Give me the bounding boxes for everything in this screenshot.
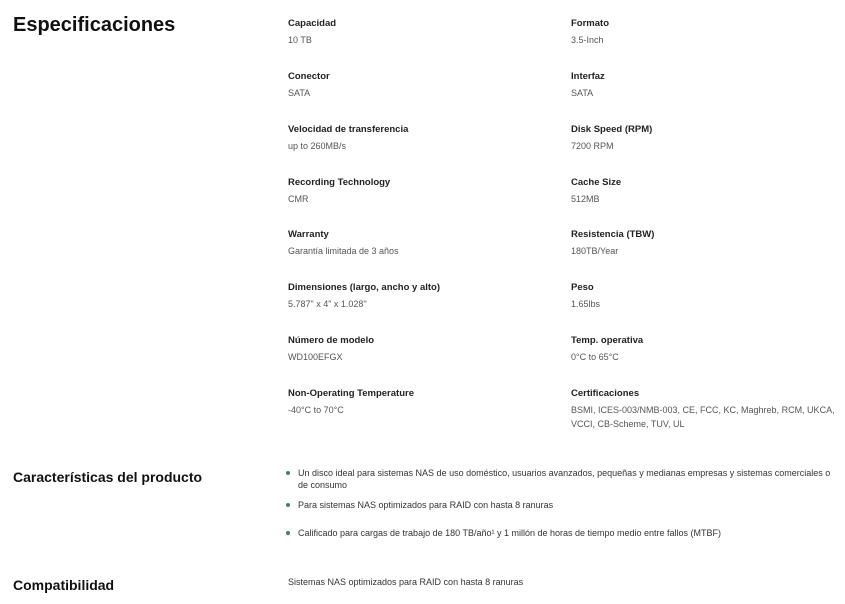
feature-text: Un disco ideal para sistemas NAS de uso doméstico, usuarios avanzados, pequeñas y medianas empresas y sistemas comerciales o de consumo: [298, 468, 831, 490]
bullet-icon: [286, 503, 290, 507]
spec-value: WD100EFGX: [288, 352, 343, 362]
spec-label: Resistencia (TBW): [571, 229, 655, 240]
list-item: [285, 467, 835, 491]
spec-dimensions: [288, 281, 558, 311]
spec-value: 0°C to 65°C: [571, 352, 619, 362]
spec-endurance: [571, 228, 841, 258]
spec-certifications: [571, 387, 841, 431]
spec-label: Capacidad: [288, 18, 337, 29]
spec-value: Garantía limitada de 3 años: [288, 246, 399, 256]
spec-value: SATA: [571, 88, 594, 98]
feature-text: Calificado para cargas de trabajo de 180 TB/año¹ y 1 millón de horas de tiempo medio entre fallos (MTBF): [298, 528, 722, 538]
spec-value: -40°C to 70°C: [288, 405, 344, 415]
spec-weight: [571, 281, 841, 311]
spec-label: Certificaciones: [571, 388, 640, 399]
list-item: [285, 527, 835, 539]
spec-form-factor: [571, 17, 841, 47]
spec-value: 180TB/Year: [571, 246, 619, 256]
spec-recording-technology: [288, 176, 558, 206]
spec-cache-size: [571, 176, 841, 206]
spec-value: SATA: [288, 88, 311, 98]
spec-label: Non-Operating Temperature: [288, 388, 414, 399]
bullet-icon: [286, 531, 290, 535]
spec-value: 512MB: [571, 194, 600, 204]
spec-value: 1.65lbs: [571, 299, 601, 309]
specifications-title: Especificaciones: [13, 14, 176, 36]
compatibility-text: Sistemas NAS optimizados para RAID con hasta 8 ranuras: [288, 577, 524, 587]
spec-label: Disk Speed (RPM): [571, 124, 653, 135]
spec-label: Warranty: [288, 229, 329, 240]
spec-label: Peso: [571, 282, 594, 293]
spec-label: Número de modelo: [288, 335, 375, 346]
spec-value: CMR: [288, 194, 309, 204]
spec-warranty: [288, 228, 558, 258]
spec-value: BSMI, ICES-003/NMB-003, CE, FCC, KC, Maghreb, RCM, UKCA, VCCI, CB-Scheme, TUV, UL: [571, 405, 835, 429]
spec-connector: [288, 70, 558, 100]
spec-label: Formato: [571, 18, 609, 29]
spec-value: 7200 RPM: [571, 141, 614, 151]
spec-capacity: [288, 17, 558, 47]
spec-label: Conector: [288, 71, 330, 82]
features-list: [285, 467, 835, 539]
list-item: [285, 499, 835, 511]
spec-non-operating-temp: [288, 387, 558, 417]
spec-disk-speed: [571, 123, 841, 153]
spec-value: up to 260MB/s: [288, 141, 347, 151]
spec-label: Velocidad de transferencia: [288, 124, 409, 135]
spec-label: Interfaz: [571, 71, 605, 82]
spec-transfer-speed: [288, 123, 558, 153]
spec-value: 10 TB: [288, 35, 312, 45]
spec-label: Dimensiones (largo, ancho y alto): [288, 282, 441, 293]
spec-operating-temp: [571, 334, 841, 364]
spec-label: Cache Size: [571, 177, 622, 188]
spec-value: 5.787" x 4" x 1.028": [288, 299, 367, 309]
spec-label: Recording Technology: [288, 177, 391, 188]
spec-label: Temp. operativa: [571, 335, 644, 346]
spec-model-number: [288, 334, 558, 364]
compatibility-title: Compatibilidad: [13, 577, 115, 593]
bullet-icon: [286, 471, 290, 475]
spec-interface: [571, 70, 841, 100]
spec-value: 3.5-Inch: [571, 35, 604, 45]
features-title: Características del producto: [13, 469, 203, 485]
feature-text: Para sistemas NAS optimizados para RAID con hasta 8 ranuras: [298, 500, 554, 510]
